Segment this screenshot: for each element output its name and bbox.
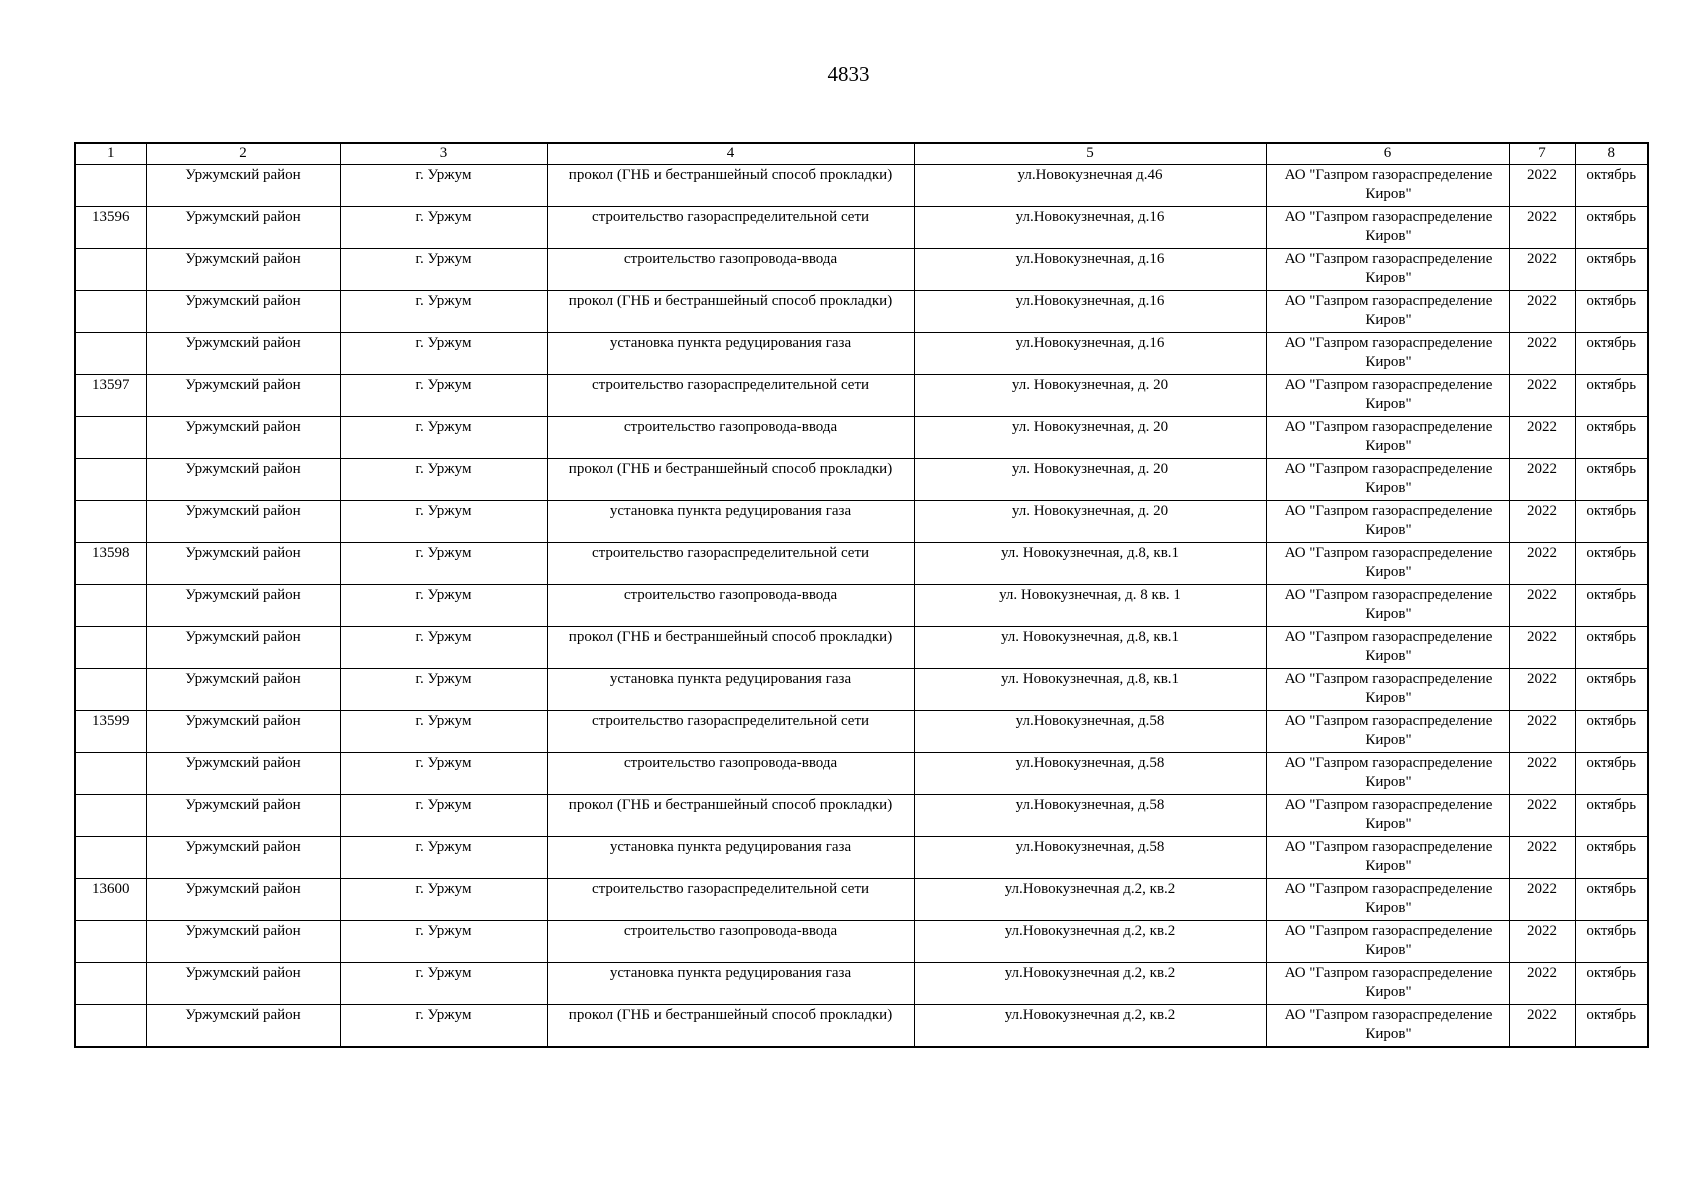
cell-year: 2022 <box>1509 1005 1575 1048</box>
cell-month: октябрь <box>1575 837 1648 879</box>
cell-organization: АО "Газпром газораспределение Киров" <box>1266 459 1509 501</box>
cell-organization: АО "Газпром газораспределение Киров" <box>1266 207 1509 249</box>
table-row <box>75 585 1648 627</box>
cell-district: Уржумский район <box>146 207 340 249</box>
table-row <box>75 459 1648 501</box>
cell-address: ул.Новокузнечная д.2, кв.2 <box>914 1005 1266 1048</box>
cell-year: 2022 <box>1509 921 1575 963</box>
cell-organization: АО "Газпром газораспределение Киров" <box>1266 291 1509 333</box>
table-row <box>75 795 1648 837</box>
column-header: 6 <box>1266 143 1509 165</box>
cell-month: октябрь <box>1575 753 1648 795</box>
table-row <box>75 711 1648 753</box>
cell-address: ул.Новокузнечная, д.16 <box>914 249 1266 291</box>
cell-number <box>75 921 146 963</box>
table-row <box>75 375 1648 417</box>
cell-locality: г. Уржум <box>340 543 547 585</box>
table-row <box>75 837 1648 879</box>
cell-work-type: строительство газораспределительной сети <box>547 375 914 417</box>
cell-organization: АО "Газпром газораспределение Киров" <box>1266 711 1509 753</box>
cell-number <box>75 627 146 669</box>
cell-locality: г. Уржум <box>340 249 547 291</box>
table-row <box>75 249 1648 291</box>
cell-work-type: прокол (ГНБ и бестраншейный способ прокладки) <box>547 627 914 669</box>
cell-year: 2022 <box>1509 711 1575 753</box>
column-header: 4 <box>547 143 914 165</box>
cell-month: октябрь <box>1575 879 1648 921</box>
cell-district: Уржумский район <box>146 711 340 753</box>
cell-address: ул. Новокузнечная, д. 20 <box>914 459 1266 501</box>
cell-month: октябрь <box>1575 711 1648 753</box>
data-table <box>74 142 1649 1048</box>
cell-locality: г. Уржум <box>340 963 547 1005</box>
column-header: 2 <box>146 143 340 165</box>
cell-locality: г. Уржум <box>340 501 547 543</box>
cell-work-type: установка пункта редуцирования газа <box>547 837 914 879</box>
cell-year: 2022 <box>1509 417 1575 459</box>
cell-organization: АО "Газпром газораспределение Киров" <box>1266 753 1509 795</box>
cell-work-type: строительство газопровода-ввода <box>547 249 914 291</box>
cell-number: 13597 <box>75 375 146 417</box>
cell-work-type: прокол (ГНБ и бестраншейный способ прокладки) <box>547 1005 914 1048</box>
cell-address: ул.Новокузнечная, д.58 <box>914 837 1266 879</box>
cell-year: 2022 <box>1509 795 1575 837</box>
column-header: 8 <box>1575 143 1648 165</box>
cell-address: ул. Новокузнечная, д. 20 <box>914 375 1266 417</box>
cell-year: 2022 <box>1509 165 1575 207</box>
cell-locality: г. Уржум <box>340 165 547 207</box>
cell-locality: г. Уржум <box>340 627 547 669</box>
table-row <box>75 417 1648 459</box>
cell-address: ул.Новокузнечная д.2, кв.2 <box>914 963 1266 1005</box>
cell-work-type: установка пункта редуцирования газа <box>547 333 914 375</box>
cell-locality: г. Уржум <box>340 291 547 333</box>
cell-district: Уржумский район <box>146 459 340 501</box>
table-row <box>75 963 1648 1005</box>
cell-year: 2022 <box>1509 375 1575 417</box>
cell-number <box>75 459 146 501</box>
cell-locality: г. Уржум <box>340 459 547 501</box>
cell-month: октябрь <box>1575 207 1648 249</box>
cell-work-type: установка пункта редуцирования газа <box>547 501 914 543</box>
cell-address: ул.Новокузнечная, д.16 <box>914 333 1266 375</box>
cell-number <box>75 963 146 1005</box>
cell-month: октябрь <box>1575 165 1648 207</box>
cell-number <box>75 501 146 543</box>
cell-address: ул. Новокузнечная, д.8, кв.1 <box>914 627 1266 669</box>
cell-number <box>75 249 146 291</box>
cell-address: ул.Новокузнечная д.2, кв.2 <box>914 879 1266 921</box>
header-row <box>75 143 1648 165</box>
cell-organization: АО "Газпром газораспределение Киров" <box>1266 1005 1509 1048</box>
cell-number <box>75 837 146 879</box>
cell-number <box>75 417 146 459</box>
cell-district: Уржумский район <box>146 165 340 207</box>
cell-organization: АО "Газпром газораспределение Киров" <box>1266 963 1509 1005</box>
cell-address: ул. Новокузнечная, д.8, кв.1 <box>914 669 1266 711</box>
cell-number <box>75 753 146 795</box>
cell-address: ул.Новокузнечная д.2, кв.2 <box>914 921 1266 963</box>
cell-organization: АО "Газпром газораспределение Киров" <box>1266 501 1509 543</box>
cell-district: Уржумский район <box>146 249 340 291</box>
cell-address: ул.Новокузнечная, д.58 <box>914 795 1266 837</box>
cell-locality: г. Уржум <box>340 207 547 249</box>
cell-organization: АО "Газпром газораспределение Киров" <box>1266 879 1509 921</box>
cell-locality: г. Уржум <box>340 837 547 879</box>
cell-work-type: установка пункта редуцирования газа <box>547 963 914 1005</box>
cell-month: октябрь <box>1575 333 1648 375</box>
table-row <box>75 291 1648 333</box>
cell-district: Уржумский район <box>146 669 340 711</box>
cell-district: Уржумский район <box>146 501 340 543</box>
cell-year: 2022 <box>1509 333 1575 375</box>
cell-district: Уржумский район <box>146 795 340 837</box>
cell-month: октябрь <box>1575 459 1648 501</box>
cell-work-type: строительство газопровода-ввода <box>547 753 914 795</box>
cell-locality: г. Уржум <box>340 753 547 795</box>
column-header: 7 <box>1509 143 1575 165</box>
cell-district: Уржумский район <box>146 543 340 585</box>
cell-month: октябрь <box>1575 501 1648 543</box>
column-header: 1 <box>75 143 146 165</box>
cell-district: Уржумский район <box>146 963 340 1005</box>
table-body <box>75 165 1648 1048</box>
cell-year: 2022 <box>1509 627 1575 669</box>
cell-organization: АО "Газпром газораспределение Киров" <box>1266 795 1509 837</box>
cell-address: ул.Новокузнечная, д.16 <box>914 291 1266 333</box>
cell-district: Уржумский район <box>146 627 340 669</box>
cell-year: 2022 <box>1509 585 1575 627</box>
cell-locality: г. Уржум <box>340 333 547 375</box>
table-row <box>75 921 1648 963</box>
cell-month: октябрь <box>1575 963 1648 1005</box>
cell-work-type: прокол (ГНБ и бестраншейный способ прокладки) <box>547 291 914 333</box>
cell-year: 2022 <box>1509 669 1575 711</box>
cell-organization: АО "Газпром газораспределение Киров" <box>1266 921 1509 963</box>
cell-organization: АО "Газпром газораспределение Киров" <box>1266 627 1509 669</box>
cell-locality: г. Уржум <box>340 669 547 711</box>
cell-address: ул.Новокузнечная, д.58 <box>914 753 1266 795</box>
page-number: 4833 <box>827 62 870 86</box>
cell-month: октябрь <box>1575 249 1648 291</box>
cell-organization: АО "Газпром газораспределение Киров" <box>1266 249 1509 291</box>
cell-district: Уржумский район <box>146 753 340 795</box>
cell-work-type: строительство газопровода-ввода <box>547 417 914 459</box>
cell-organization: АО "Газпром газораспределение Киров" <box>1266 585 1509 627</box>
cell-organization: АО "Газпром газораспределение Киров" <box>1266 333 1509 375</box>
cell-number: 13598 <box>75 543 146 585</box>
table-row <box>75 669 1648 711</box>
cell-work-type: строительство газораспределительной сети <box>547 207 914 249</box>
cell-address: ул. Новокузнечная, д. 8 кв. 1 <box>914 585 1266 627</box>
cell-district: Уржумский район <box>146 1005 340 1048</box>
cell-month: октябрь <box>1575 795 1648 837</box>
cell-number: 13599 <box>75 711 146 753</box>
cell-locality: г. Уржум <box>340 585 547 627</box>
cell-number: 13600 <box>75 879 146 921</box>
table-row <box>75 1005 1648 1048</box>
cell-locality: г. Уржум <box>340 795 547 837</box>
cell-work-type: прокол (ГНБ и бестраншейный способ прокладки) <box>547 795 914 837</box>
cell-number <box>75 585 146 627</box>
cell-year: 2022 <box>1509 963 1575 1005</box>
cell-organization: АО "Газпром газораспределение Киров" <box>1266 837 1509 879</box>
cell-month: октябрь <box>1575 375 1648 417</box>
cell-number <box>75 1005 146 1048</box>
cell-district: Уржумский район <box>146 375 340 417</box>
cell-district: Уржумский район <box>146 921 340 963</box>
cell-organization: АО "Газпром газораспределение Киров" <box>1266 417 1509 459</box>
cell-district: Уржумский район <box>146 585 340 627</box>
cell-district: Уржумский район <box>146 879 340 921</box>
cell-year: 2022 <box>1509 501 1575 543</box>
column-header: 3 <box>340 143 547 165</box>
table-row <box>75 207 1648 249</box>
cell-district: Уржумский район <box>146 291 340 333</box>
cell-district: Уржумский район <box>146 837 340 879</box>
cell-organization: АО "Газпром газораспределение Киров" <box>1266 165 1509 207</box>
cell-locality: г. Уржум <box>340 417 547 459</box>
cell-number <box>75 795 146 837</box>
table-row <box>75 333 1648 375</box>
cell-month: октябрь <box>1575 627 1648 669</box>
cell-locality: г. Уржум <box>340 1005 547 1048</box>
cell-district: Уржумский район <box>146 333 340 375</box>
cell-year: 2022 <box>1509 291 1575 333</box>
cell-year: 2022 <box>1509 879 1575 921</box>
cell-work-type: установка пункта редуцирования газа <box>547 669 914 711</box>
cell-year: 2022 <box>1509 249 1575 291</box>
cell-month: октябрь <box>1575 921 1648 963</box>
cell-address: ул. Новокузнечная, д. 20 <box>914 417 1266 459</box>
cell-number <box>75 291 146 333</box>
cell-number <box>75 165 146 207</box>
cell-work-type: прокол (ГНБ и бестраншейный способ прокладки) <box>547 459 914 501</box>
cell-year: 2022 <box>1509 543 1575 585</box>
table-row <box>75 753 1648 795</box>
cell-work-type: строительство газопровода-ввода <box>547 921 914 963</box>
cell-work-type: строительство газораспределительной сети <box>547 879 914 921</box>
table-row <box>75 543 1648 585</box>
cell-year: 2022 <box>1509 753 1575 795</box>
cell-month: октябрь <box>1575 585 1648 627</box>
cell-address: ул. Новокузнечная, д.8, кв.1 <box>914 543 1266 585</box>
cell-address: ул.Новокузнечная, д.16 <box>914 207 1266 249</box>
cell-work-type: строительство газораспределительной сети <box>547 543 914 585</box>
cell-number: 13596 <box>75 207 146 249</box>
cell-organization: АО "Газпром газораспределение Киров" <box>1266 543 1509 585</box>
cell-organization: АО "Газпром газораспределение Киров" <box>1266 375 1509 417</box>
cell-month: октябрь <box>1575 543 1648 585</box>
table-row <box>75 165 1648 207</box>
column-header: 5 <box>914 143 1266 165</box>
cell-year: 2022 <box>1509 459 1575 501</box>
cell-address: ул.Новокузнечная, д.58 <box>914 711 1266 753</box>
cell-number <box>75 669 146 711</box>
cell-work-type: прокол (ГНБ и бестраншейный способ прокладки) <box>547 165 914 207</box>
cell-district: Уржумский район <box>146 417 340 459</box>
table-row <box>75 501 1648 543</box>
cell-organization: АО "Газпром газораспределение Киров" <box>1266 669 1509 711</box>
cell-work-type: строительство газораспределительной сети <box>547 711 914 753</box>
cell-number <box>75 333 146 375</box>
cell-month: октябрь <box>1575 291 1648 333</box>
cell-work-type: строительство газопровода-ввода <box>547 585 914 627</box>
cell-locality: г. Уржум <box>340 879 547 921</box>
cell-year: 2022 <box>1509 837 1575 879</box>
cell-month: октябрь <box>1575 669 1648 711</box>
cell-address: ул.Новокузнечная д.46 <box>914 165 1266 207</box>
cell-locality: г. Уржум <box>340 711 547 753</box>
table-row <box>75 627 1648 669</box>
cell-month: октябрь <box>1575 1005 1648 1048</box>
cell-address: ул. Новокузнечная, д. 20 <box>914 501 1266 543</box>
cell-year: 2022 <box>1509 207 1575 249</box>
cell-locality: г. Уржум <box>340 375 547 417</box>
cell-month: октябрь <box>1575 417 1648 459</box>
table-row <box>75 879 1648 921</box>
cell-locality: г. Уржум <box>340 921 547 963</box>
